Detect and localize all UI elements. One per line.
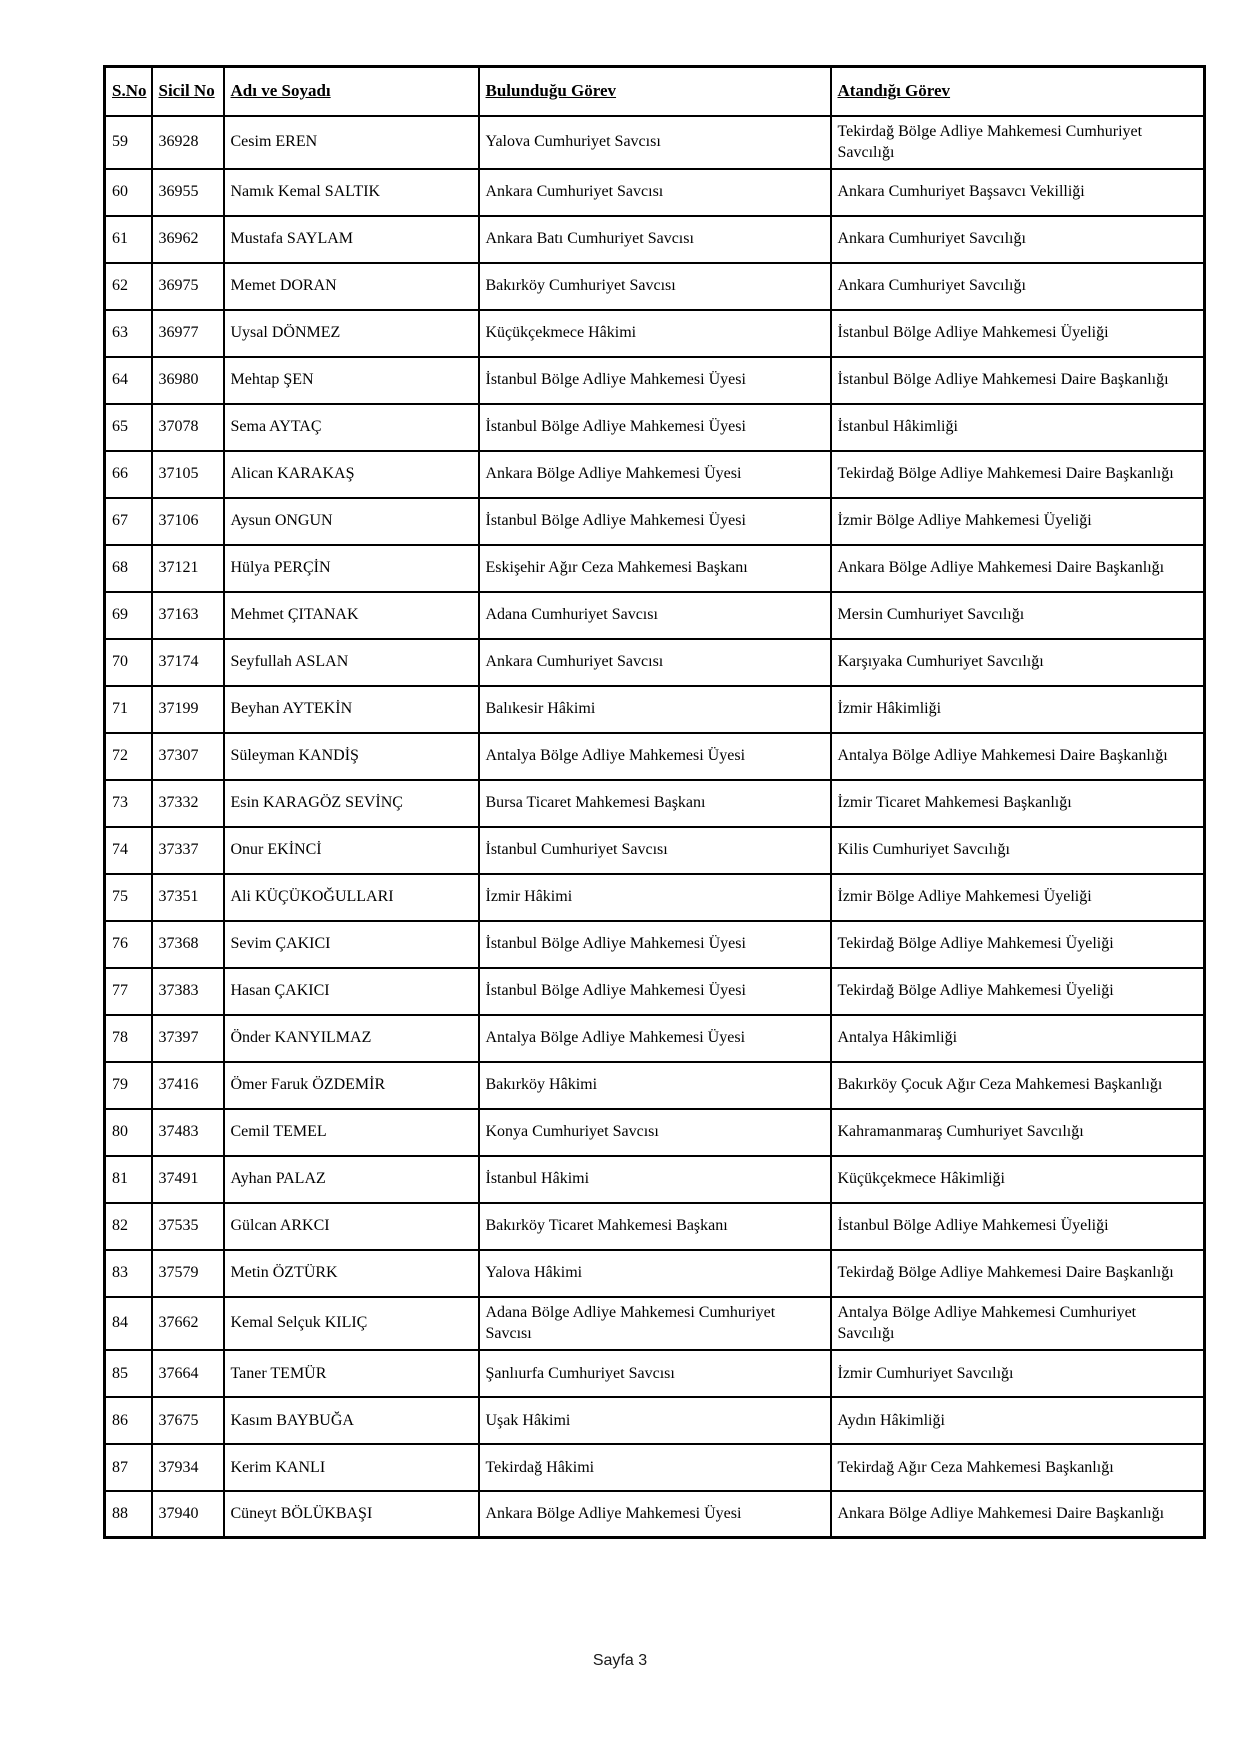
- table-row: [105, 169, 1205, 216]
- table-row: [105, 686, 1205, 733]
- cell-sno: 60: [105, 169, 152, 216]
- cell-sicil-no: 37934: [152, 1444, 224, 1491]
- cell-sno: 67: [105, 498, 152, 545]
- cell-assigned-duty: Kilis Cumhuriyet Savcılığı: [831, 827, 1205, 874]
- cell-sicil-no: 37416: [152, 1062, 224, 1109]
- cell-sno: 70: [105, 639, 152, 686]
- cell-current-duty: İzmir Hâkimi: [479, 874, 831, 921]
- cell-current-duty: İstanbul Bölge Adliye Mahkemesi Üyesi: [479, 357, 831, 404]
- cell-sicil-no: 36980: [152, 357, 224, 404]
- cell-current-duty: İstanbul Bölge Adliye Mahkemesi Üyesi: [479, 921, 831, 968]
- cell-sicil-no: 36928: [152, 116, 224, 169]
- table-row: [105, 968, 1205, 1015]
- cell-name: Memet DORAN: [224, 263, 479, 310]
- cell-sno: 76: [105, 921, 152, 968]
- cell-assigned-duty: Tekirdağ Bölge Adliye Mahkemesi Üyeliği: [831, 968, 1205, 1015]
- cell-current-duty: Yalova Cumhuriyet Savcısı: [479, 116, 831, 169]
- cell-name: Ömer Faruk ÖZDEMİR: [224, 1062, 479, 1109]
- cell-name: Hülya PERÇİN: [224, 545, 479, 592]
- cell-current-duty: Bakırköy Hâkimi: [479, 1062, 831, 1109]
- cell-sno: 74: [105, 827, 152, 874]
- table-row: [105, 357, 1205, 404]
- cell-assigned-duty: Bakırköy Çocuk Ağır Ceza Mahkemesi Başkanlığı: [831, 1062, 1205, 1109]
- cell-sno: 66: [105, 451, 152, 498]
- cell-sicil-no: 37351: [152, 874, 224, 921]
- cell-current-duty: İstanbul Hâkimi: [479, 1156, 831, 1203]
- cell-name: Namık Kemal SALTIK: [224, 169, 479, 216]
- cell-sicil-no: 37940: [152, 1491, 224, 1538]
- cell-name: Aysun ONGUN: [224, 498, 479, 545]
- cell-current-duty: Ankara Batı Cumhuriyet Savcısı: [479, 216, 831, 263]
- cell-sno: 78: [105, 1015, 152, 1062]
- cell-name: Cemil TEMEL: [224, 1109, 479, 1156]
- cell-sno: 71: [105, 686, 152, 733]
- cell-name: Sema AYTAÇ: [224, 404, 479, 451]
- judicial-appointments-table: [103, 65, 1206, 1539]
- cell-assigned-duty: Ankara Cumhuriyet Savcılığı: [831, 263, 1205, 310]
- table-row: [105, 1397, 1205, 1444]
- table-row: [105, 592, 1205, 639]
- cell-sicil-no: 37163: [152, 592, 224, 639]
- cell-assigned-duty: Aydın Hâkimliği: [831, 1397, 1205, 1444]
- cell-name: Süleyman KANDİŞ: [224, 733, 479, 780]
- cell-current-duty: Bursa Ticaret Mahkemesi Başkanı: [479, 780, 831, 827]
- cell-current-duty: Konya Cumhuriyet Savcısı: [479, 1109, 831, 1156]
- cell-sno: 81: [105, 1156, 152, 1203]
- table-row: [105, 545, 1205, 592]
- table-row: [105, 874, 1205, 921]
- cell-sicil-no: 37199: [152, 686, 224, 733]
- cell-name: Seyfullah ASLAN: [224, 639, 479, 686]
- cell-name: Mehtap ŞEN: [224, 357, 479, 404]
- cell-assigned-duty: İstanbul Bölge Adliye Mahkemesi Üyeliği: [831, 1203, 1205, 1250]
- cell-sicil-no: 37332: [152, 780, 224, 827]
- cell-current-duty: Balıkesir Hâkimi: [479, 686, 831, 733]
- table-row: [105, 639, 1205, 686]
- cell-sicil-no: 37105: [152, 451, 224, 498]
- table-row: [105, 263, 1205, 310]
- cell-sicil-no: 36962: [152, 216, 224, 263]
- column-header-current-duty: Bulunduğu Görev: [479, 67, 831, 116]
- column-header-name: Adı ve Soyadı: [224, 67, 479, 116]
- cell-sicil-no: 36975: [152, 263, 224, 310]
- cell-sno: 63: [105, 310, 152, 357]
- cell-name: Metin ÖZTÜRK: [224, 1250, 479, 1297]
- cell-sicil-no: 37491: [152, 1156, 224, 1203]
- cell-sno: 62: [105, 263, 152, 310]
- cell-sno: 75: [105, 874, 152, 921]
- table-row: [105, 1062, 1205, 1109]
- cell-sno: 59: [105, 116, 152, 169]
- cell-name: Kemal Selçuk KILIÇ: [224, 1297, 479, 1350]
- cell-name: Alican KARAKAŞ: [224, 451, 479, 498]
- cell-sicil-no: 37675: [152, 1397, 224, 1444]
- table-row: [105, 921, 1205, 968]
- cell-assigned-duty: Küçükçekmece Hâkimliği: [831, 1156, 1205, 1203]
- table-header-row: [105, 67, 1205, 116]
- cell-sno: 80: [105, 1109, 152, 1156]
- cell-sno: 82: [105, 1203, 152, 1250]
- cell-current-duty: Ankara Bölge Adliye Mahkemesi Üyesi: [479, 1491, 831, 1538]
- cell-sno: 61: [105, 216, 152, 263]
- cell-name: Cesim EREN: [224, 116, 479, 169]
- cell-current-duty: Eskişehir Ağır Ceza Mahkemesi Başkanı: [479, 545, 831, 592]
- cell-sicil-no: 37483: [152, 1109, 224, 1156]
- cell-current-duty: Antalya Bölge Adliye Mahkemesi Üyesi: [479, 733, 831, 780]
- table-row: [105, 1350, 1205, 1397]
- cell-current-duty: Ankara Cumhuriyet Savcısı: [479, 639, 831, 686]
- cell-assigned-duty: Tekirdağ Bölge Adliye Mahkemesi Daire Başkanlığı: [831, 1250, 1205, 1297]
- table-row: [105, 827, 1205, 874]
- table-row: [105, 1109, 1205, 1156]
- table-body: [105, 116, 1205, 1538]
- cell-name: Ayhan PALAZ: [224, 1156, 479, 1203]
- cell-current-duty: İstanbul Bölge Adliye Mahkemesi Üyesi: [479, 968, 831, 1015]
- cell-sicil-no: 37662: [152, 1297, 224, 1350]
- cell-sicil-no: 37535: [152, 1203, 224, 1250]
- cell-sno: 79: [105, 1062, 152, 1109]
- table-row: [105, 1297, 1205, 1350]
- cell-sicil-no: 37337: [152, 827, 224, 874]
- cell-assigned-duty: Antalya Hâkimliği: [831, 1015, 1205, 1062]
- cell-name: Kasım BAYBUĞA: [224, 1397, 479, 1444]
- cell-current-duty: Ankara Cumhuriyet Savcısı: [479, 169, 831, 216]
- cell-sno: 86: [105, 1397, 152, 1444]
- cell-name: Kerim KANLI: [224, 1444, 479, 1491]
- cell-assigned-duty: Kahramanmaraş Cumhuriyet Savcılığı: [831, 1109, 1205, 1156]
- table-row: [105, 780, 1205, 827]
- cell-current-duty: Adana Cumhuriyet Savcısı: [479, 592, 831, 639]
- cell-sicil-no: 36955: [152, 169, 224, 216]
- cell-assigned-duty: İzmir Ticaret Mahkemesi Başkanlığı: [831, 780, 1205, 827]
- table-row: [105, 1203, 1205, 1250]
- cell-current-duty: Yalova Hâkimi: [479, 1250, 831, 1297]
- cell-assigned-duty: Antalya Bölge Adliye Mahkemesi Cumhuriyet Savcılığı: [831, 1297, 1205, 1350]
- cell-sicil-no: 37368: [152, 921, 224, 968]
- cell-assigned-duty: İzmir Bölge Adliye Mahkemesi Üyeliği: [831, 498, 1205, 545]
- cell-assigned-duty: Antalya Bölge Adliye Mahkemesi Daire Başkanlığı: [831, 733, 1205, 780]
- cell-name: Mehmet ÇITANAK: [224, 592, 479, 639]
- cell-name: Esin KARAGÖZ SEVİNÇ: [224, 780, 479, 827]
- table-row: [105, 216, 1205, 263]
- cell-sno: 77: [105, 968, 152, 1015]
- cell-assigned-duty: Tekirdağ Ağır Ceza Mahkemesi Başkanlığı: [831, 1444, 1205, 1491]
- cell-sno: 65: [105, 404, 152, 451]
- cell-current-duty: Küçükçekmece Hâkimi: [479, 310, 831, 357]
- cell-assigned-duty: Tekirdağ Bölge Adliye Mahkemesi Daire Başkanlığı: [831, 451, 1205, 498]
- cell-sicil-no: 37664: [152, 1350, 224, 1397]
- cell-sicil-no: 37397: [152, 1015, 224, 1062]
- cell-sno: 69: [105, 592, 152, 639]
- cell-assigned-duty: Ankara Bölge Adliye Mahkemesi Daire Başkanlığı: [831, 1491, 1205, 1538]
- cell-assigned-duty: İzmir Bölge Adliye Mahkemesi Üyeliği: [831, 874, 1205, 921]
- cell-sicil-no: 37307: [152, 733, 224, 780]
- cell-assigned-duty: İzmir Cumhuriyet Savcılığı: [831, 1350, 1205, 1397]
- cell-name: Önder KANYILMAZ: [224, 1015, 479, 1062]
- cell-current-duty: Şanlıurfa Cumhuriyet Savcısı: [479, 1350, 831, 1397]
- cell-sicil-no: 36977: [152, 310, 224, 357]
- table-row: [105, 116, 1205, 169]
- cell-current-duty: İstanbul Cumhuriyet Savcısı: [479, 827, 831, 874]
- table-row: [105, 498, 1205, 545]
- cell-assigned-duty: Ankara Cumhuriyet Savcılığı: [831, 216, 1205, 263]
- cell-name: Uysal DÖNMEZ: [224, 310, 479, 357]
- cell-sno: 83: [105, 1250, 152, 1297]
- cell-current-duty: Tekirdağ Hâkimi: [479, 1444, 831, 1491]
- cell-sicil-no: 37383: [152, 968, 224, 1015]
- cell-assigned-duty: İstanbul Bölge Adliye Mahkemesi Üyeliği: [831, 310, 1205, 357]
- table-row: [105, 404, 1205, 451]
- cell-assigned-duty: İzmir Hâkimliği: [831, 686, 1205, 733]
- page-number: Sayfa 3: [592, 1652, 648, 1669]
- cell-sno: 68: [105, 545, 152, 592]
- cell-sno: 85: [105, 1350, 152, 1397]
- cell-sno: 87: [105, 1444, 152, 1491]
- column-header-assigned-duty: Atandığı Görev: [831, 67, 1205, 116]
- cell-assigned-duty: Tekirdağ Bölge Adliye Mahkemesi Üyeliği: [831, 921, 1205, 968]
- cell-current-duty: Bakırköy Ticaret Mahkemesi Başkanı: [479, 1203, 831, 1250]
- cell-current-duty: İstanbul Bölge Adliye Mahkemesi Üyesi: [479, 498, 831, 545]
- cell-assigned-duty: Ankara Bölge Adliye Mahkemesi Daire Başkanlığı: [831, 545, 1205, 592]
- table-row: [105, 1444, 1205, 1491]
- cell-sicil-no: 37106: [152, 498, 224, 545]
- cell-name: Hasan ÇAKICI: [224, 968, 479, 1015]
- cell-name: Taner TEMÜR: [224, 1350, 479, 1397]
- cell-name: Onur EKİNCİ: [224, 827, 479, 874]
- cell-current-duty: Antalya Bölge Adliye Mahkemesi Üyesi: [479, 1015, 831, 1062]
- column-header-sno: S.No: [105, 67, 152, 116]
- cell-sicil-no: 37078: [152, 404, 224, 451]
- table-row: [105, 1250, 1205, 1297]
- cell-current-duty: Ankara Bölge Adliye Mahkemesi Üyesi: [479, 451, 831, 498]
- cell-sicil-no: 37121: [152, 545, 224, 592]
- cell-sicil-no: 37174: [152, 639, 224, 686]
- cell-sno: 72: [105, 733, 152, 780]
- cell-assigned-duty: İstanbul Hâkimliği: [831, 404, 1205, 451]
- table-row: [105, 1491, 1205, 1538]
- cell-sicil-no: 37579: [152, 1250, 224, 1297]
- cell-name: Mustafa SAYLAM: [224, 216, 479, 263]
- cell-name: Cüneyt BÖLÜKBAŞI: [224, 1491, 479, 1538]
- cell-sno: 73: [105, 780, 152, 827]
- table-row: [105, 733, 1205, 780]
- cell-name: Beyhan AYTEKİN: [224, 686, 479, 733]
- cell-assigned-duty: Ankara Cumhuriyet Başsavcı Vekilliği: [831, 169, 1205, 216]
- cell-assigned-duty: Mersin Cumhuriyet Savcılığı: [831, 592, 1205, 639]
- cell-current-duty: Adana Bölge Adliye Mahkemesi Cumhuriyet Savcısı: [479, 1297, 831, 1350]
- cell-sno: 88: [105, 1491, 152, 1538]
- table-row: [105, 310, 1205, 357]
- cell-sno: 64: [105, 357, 152, 404]
- table-header: [105, 67, 1205, 116]
- cell-assigned-duty: İstanbul Bölge Adliye Mahkemesi Daire Başkanlığı: [831, 357, 1205, 404]
- cell-name: Sevim ÇAKICI: [224, 921, 479, 968]
- cell-current-duty: Bakırköy Cumhuriyet Savcısı: [479, 263, 831, 310]
- cell-current-duty: İstanbul Bölge Adliye Mahkemesi Üyesi: [479, 404, 831, 451]
- cell-name: Gülcan ARKCI: [224, 1203, 479, 1250]
- cell-sno: 84: [105, 1297, 152, 1350]
- table-row: [105, 1015, 1205, 1062]
- cell-name: Ali KÜÇÜKOĞULLARI: [224, 874, 479, 921]
- table-row: [105, 451, 1205, 498]
- cell-current-duty: Uşak Hâkimi: [479, 1397, 831, 1444]
- column-header-sicil-no: Sicil No: [152, 67, 224, 116]
- cell-assigned-duty: Tekirdağ Bölge Adliye Mahkemesi Cumhuriyet Savcılığı: [831, 116, 1205, 169]
- table-row: [105, 1156, 1205, 1203]
- cell-assigned-duty: Karşıyaka Cumhuriyet Savcılığı: [831, 639, 1205, 686]
